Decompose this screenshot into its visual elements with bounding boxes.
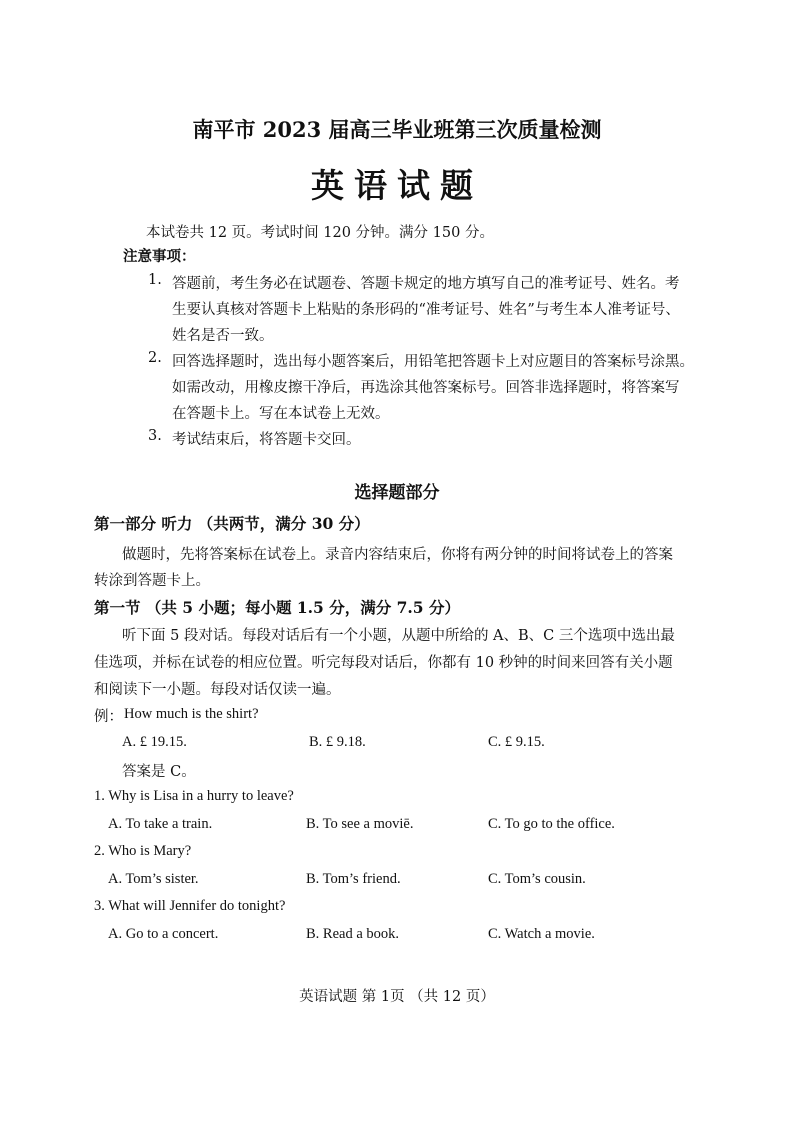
part1-title: 第一部分 听力 （共两节，满分 30 分） xyxy=(94,514,370,533)
option-a: A. Go to a concert. xyxy=(108,926,219,942)
notice-line: 回答选择题时，选出每小题答案后，用铅笔把答题卡上对应题目的答案标号涂黑。 xyxy=(172,354,694,370)
notice-line: 答题前，考生务必在试题卷、答题卡规定的地方填写自己的准考证号、姓名。考 xyxy=(172,276,680,292)
notice-number: 1. xyxy=(148,272,162,288)
exam-summary: 本试卷共 12 页。考试时间 120 分钟。满分 150 分。 xyxy=(146,225,494,241)
notice-line: 如需改动，用橡皮擦干净后，再选涂其他答案标号。回答非选择题时，将答案写 xyxy=(172,380,680,396)
option-a: A. Tom’s sister. xyxy=(108,871,199,887)
option-c: C. Tom’s cousin. xyxy=(488,871,586,887)
notice-heading: 注意事项： xyxy=(123,248,196,265)
subsection1-instruction: 佳选项，并标在试卷的相应位置。听完每段对话后，你都有 10 秒钟的时间来回答有关小题 xyxy=(94,655,673,671)
option-b: B. £ 9.18. xyxy=(309,734,366,750)
page-footer: 英语试题 第 1页 （共 12 页） xyxy=(299,989,495,1005)
notice-number: 3. xyxy=(148,428,162,444)
part1-instruction: 做题时，先将答案标在试卷上。录音内容结束后，你将有两分钟的时间将试卷上的答案 xyxy=(122,547,673,563)
example-prefix: 例： xyxy=(94,709,123,725)
question-text: 2. Who is Mary? xyxy=(94,843,192,859)
subsection1-title: 第一节 （共 5 小题；每小题 1.5 分，满分 7.5 分） xyxy=(94,598,460,617)
option-a: A. £ 19.15. xyxy=(122,734,187,750)
subsection1-instruction: 和阅读下一小题。每段对话仅读一遍。 xyxy=(94,682,341,698)
example-answer: 答案是 C。 xyxy=(122,764,196,780)
option-c: C. To go to the office. xyxy=(488,816,615,832)
subject-title: 英语试题 xyxy=(311,166,483,205)
notice-line: 姓名是否一致。 xyxy=(172,328,274,344)
notice-line: 生要认真核对答题卡上粘贴的条形码的“准考证号、姓名”与考生本人准考证号、 xyxy=(172,302,680,318)
option-c: C. £ 9.15. xyxy=(488,734,545,750)
question-text: 1. Why is Lisa in a hurry to leave? xyxy=(94,788,294,804)
notice-line: 考试结束后，将答题卡交回。 xyxy=(172,432,361,448)
notice-line: 在答题卡上。写在本试卷上无效。 xyxy=(172,406,390,422)
option-b: B. Tom’s friend. xyxy=(306,871,401,887)
section-title: 选择题部分 xyxy=(354,483,440,503)
option-b: B. Read a book. xyxy=(306,926,400,942)
option-c: C. Watch a movie. xyxy=(488,926,595,942)
option-a: A. To take a train. xyxy=(108,816,213,832)
part1-instruction: 转涂到答题卡上。 xyxy=(94,573,210,589)
exam-title: 南平市 2023 届高三毕业班第三次质量检测 xyxy=(192,117,602,142)
option-b: B. To see a moviē. xyxy=(306,816,414,832)
subsection1-instruction: 听下面 5 段对话。每段对话后有一个小题，从题中所给的 A、B、C 三个选项中选出最 xyxy=(122,628,675,644)
question-text: 3. What will Jennifer do tonight? xyxy=(94,898,286,914)
notice-number: 2. xyxy=(148,350,162,366)
example-question-text: How much is the shirt? xyxy=(124,706,259,722)
